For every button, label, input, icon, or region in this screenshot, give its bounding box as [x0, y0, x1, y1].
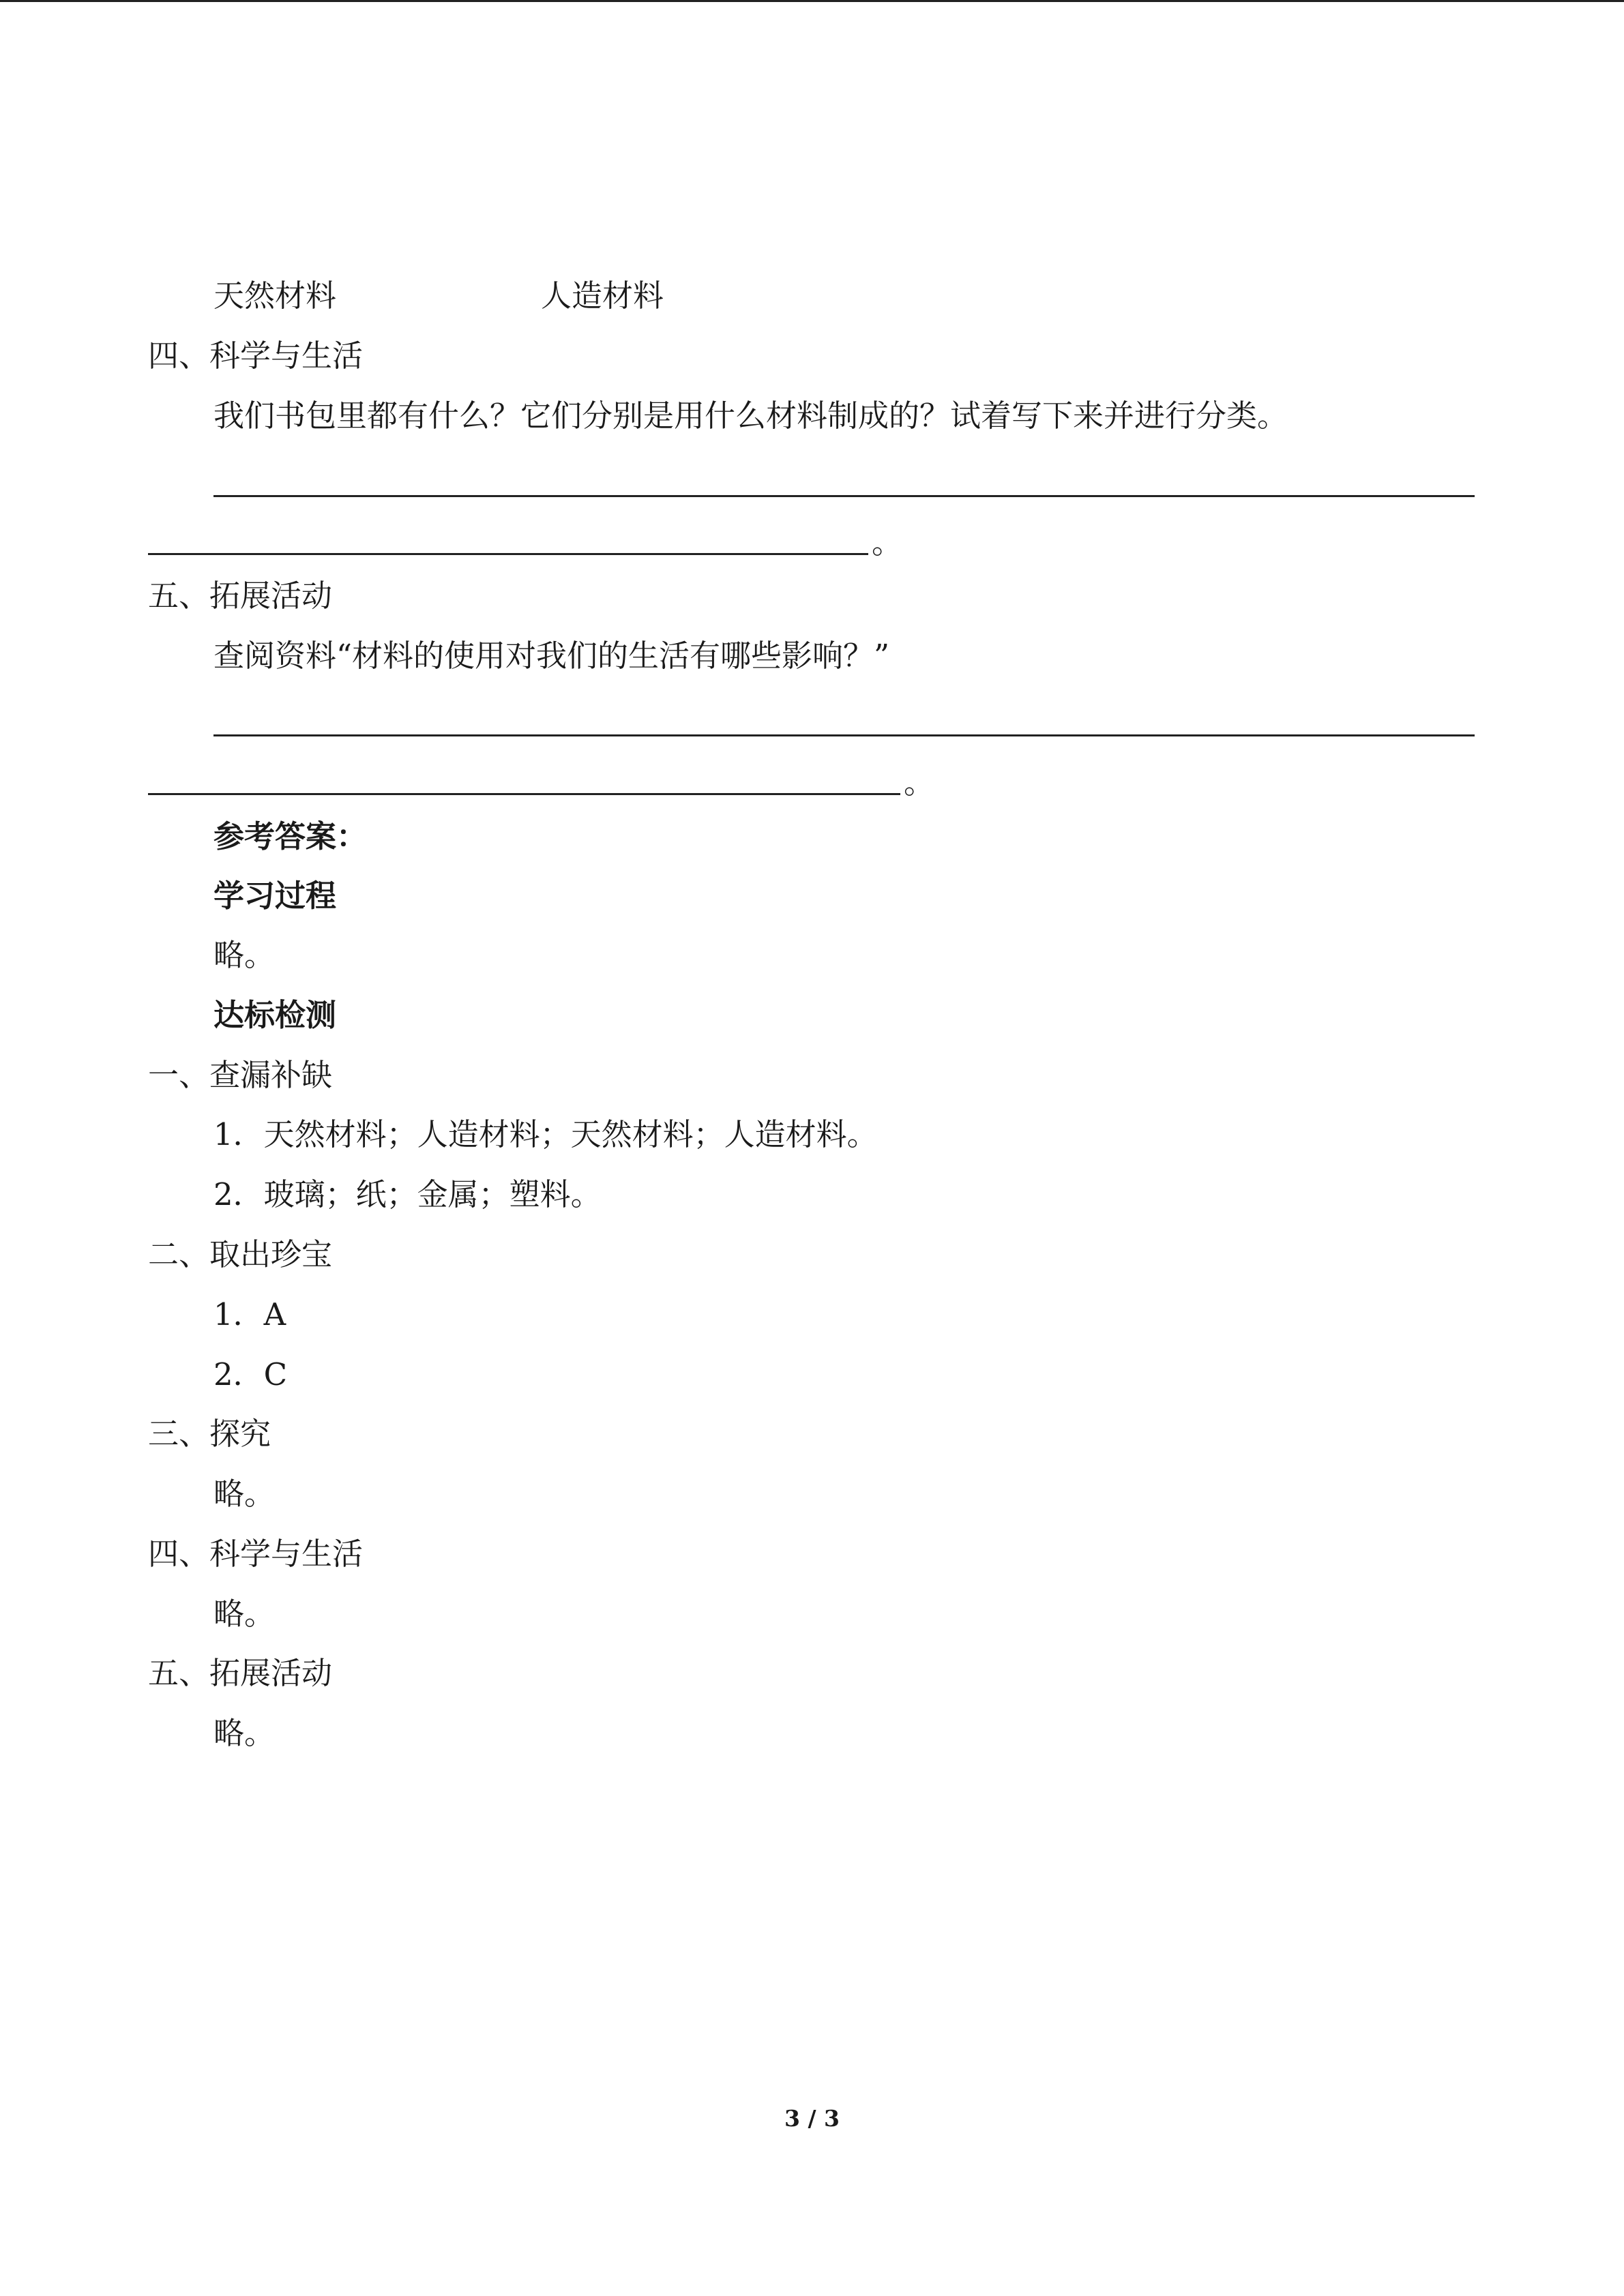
answer-blank-line[interactable] [213, 734, 1475, 736]
artificial-material-label: 人造材料 [541, 278, 664, 314]
page-number: 3 / 3 [784, 2105, 840, 2132]
section-4-heading: 四、科学与生活 [148, 338, 364, 374]
section-4-prompt: 我们书包里都有什么？它们分别是用什么材料制成的？试着写下来并进行分类。 [213, 398, 1288, 434]
part-1-heading: 一、查漏补缺 [148, 1057, 333, 1093]
section-5-heading: 五、拓展活动 [148, 578, 333, 614]
learning-process-heading: 学习过程 [213, 878, 337, 914]
sentence-end-mark: 。 [872, 524, 903, 561]
part-4-heading: 四、科学与生活 [148, 1536, 364, 1572]
part-4-answer: 略。 [213, 1596, 276, 1632]
part-1-item-1: 1．天然材料；人造材料；天然材料；人造材料。 [213, 1116, 878, 1152]
answer-blank-line[interactable] [213, 495, 1475, 497]
sentence-end-mark: 。 [904, 764, 935, 801]
part-3-answer: 略。 [213, 1476, 276, 1512]
section-5-prompt: 查阅资料“材料的使用对我们的生活有哪些影响？” [213, 638, 890, 674]
part-5-answer: 略。 [213, 1715, 276, 1751]
answer-blank-line[interactable] [148, 553, 868, 555]
part-3-heading: 三、探究 [148, 1416, 271, 1452]
part-1-item-2: 2．玻璃；纸；金属；塑料。 [213, 1176, 602, 1212]
part-5-heading: 五、拓展活动 [148, 1655, 333, 1691]
part-2-item-1: 1．A [213, 1296, 286, 1332]
answer-blank-line[interactable] [148, 793, 900, 795]
learning-process-answer: 略。 [213, 937, 276, 973]
natural-material-label: 天然材料 [213, 278, 337, 314]
part-2-heading: 二、取出珍宝 [148, 1236, 333, 1272]
answers-title: 参考答案： [213, 818, 368, 854]
part-2-item-2: 2．C [213, 1356, 288, 1392]
assessment-heading: 达标检测 [213, 997, 337, 1033]
